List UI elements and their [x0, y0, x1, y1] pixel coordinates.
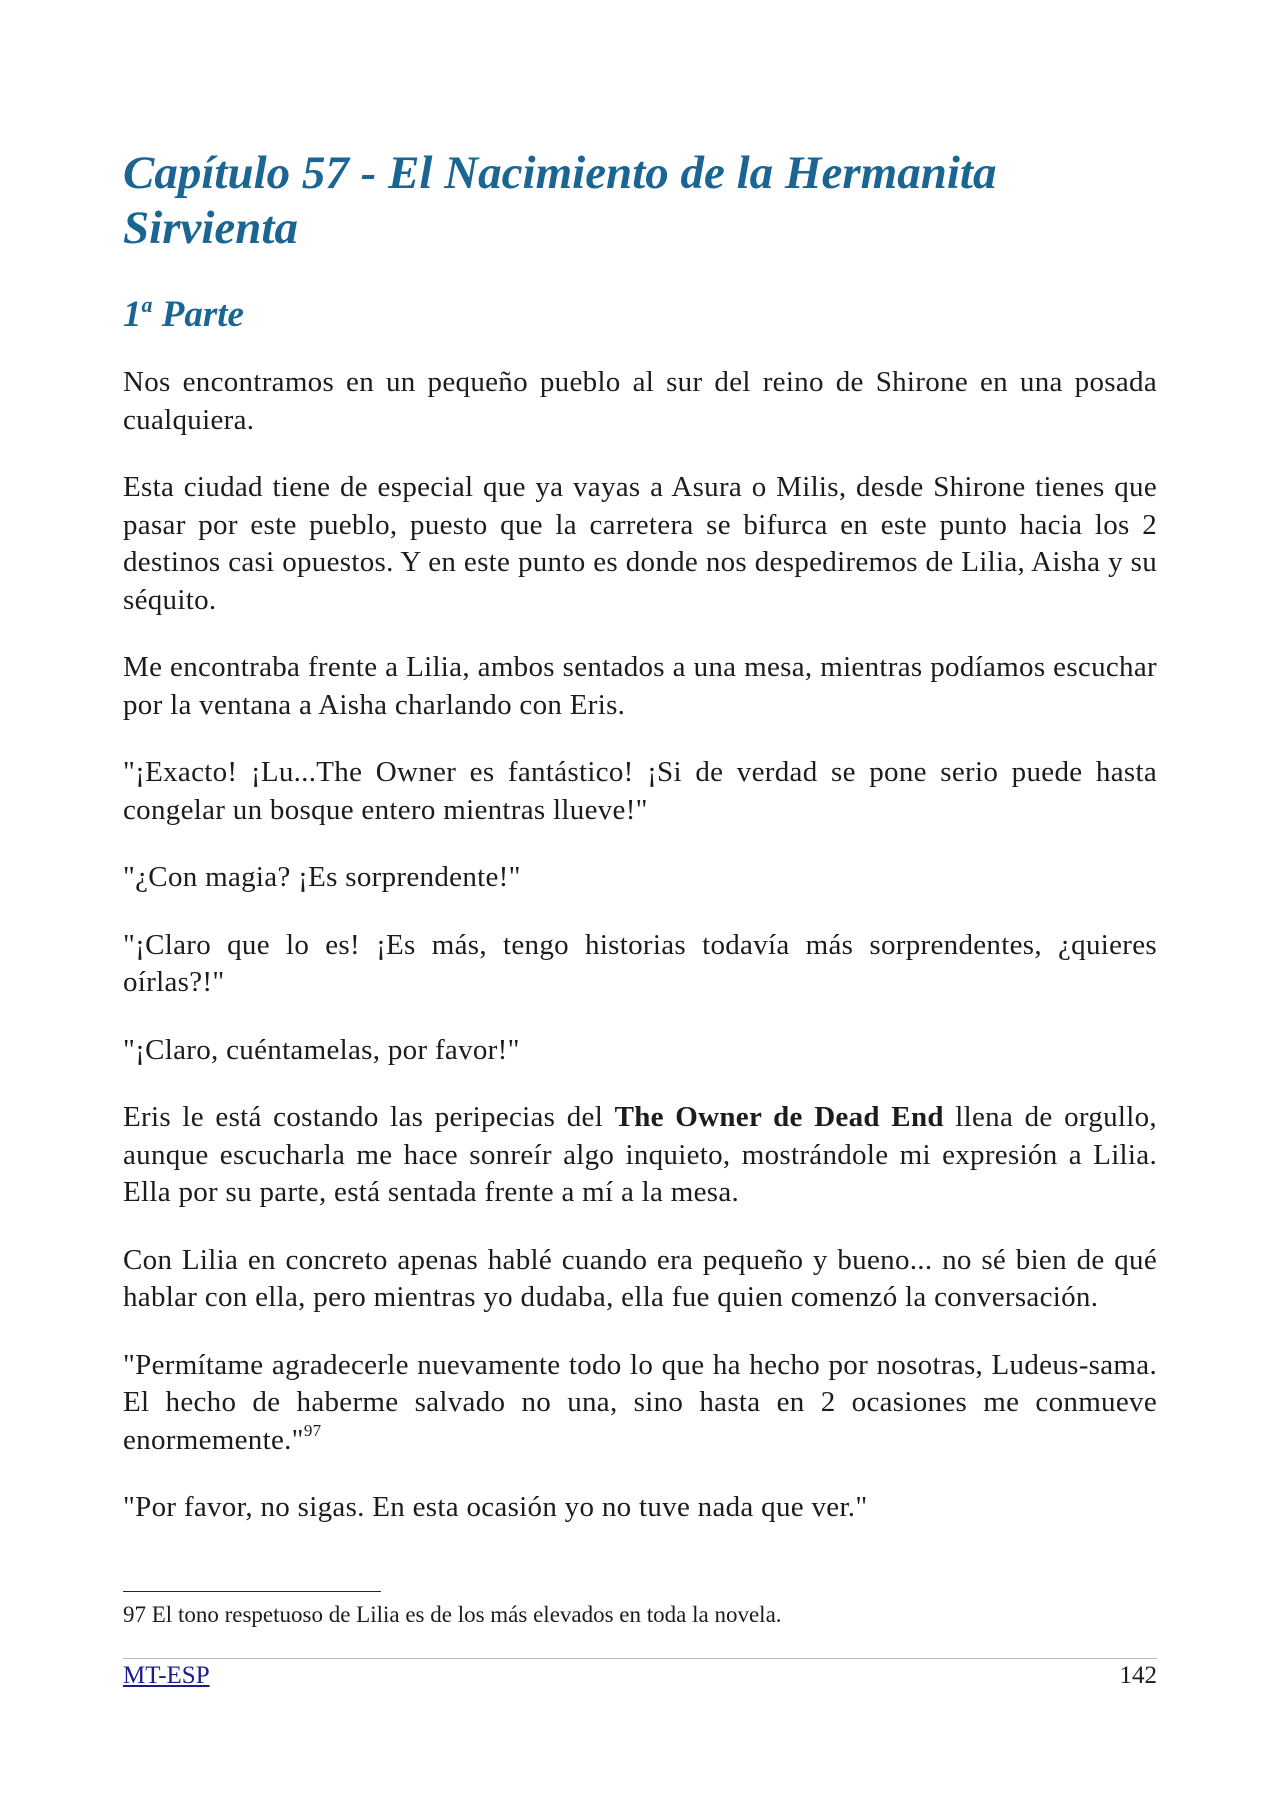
page-number: 142	[1119, 1662, 1157, 1689]
footnote	[123, 1600, 782, 1630]
footnote-reference[interactable]: 97	[303, 1420, 322, 1440]
footnote-divider	[123, 1591, 381, 1592]
paragraph-text: llena de orgullo, aunque escucharla me hace sonreír algo inquieto, mostrándole mi expresión a Lilia. Ella por su parte, está sentada frente a mí a la mesa.	[123, 1101, 1157, 1208]
paragraph: Esta ciudad tiene de especial que ya vayas a Asura o Milis, desde Shirone tienes que pasar por este pueblo, puesto que la carretera se bifurca en este punto hacia los 2 destinos casi opuestos. Y en este punto es donde nos despediremos de Lilia, Aisha y su séquito.	[123, 471, 1157, 616]
paragraph: Me encontraba frente a Lilia, ambos sentados a una mesa, mientras podíamos escuchar por la ventana a Aisha charlando con Eris.	[123, 651, 1157, 721]
part-number: 1	[123, 294, 142, 335]
footer-divider	[123, 1658, 1157, 1659]
paragraph	[123, 1099, 1157, 1212]
part-ordinal: a	[141, 292, 153, 317]
paragraph-text: "Permítame agradecerle nuevamente todo lo que ha hecho por nosotras, Ludeus-sama. El hecho de haberme salvado no una, sino hasta en 2 ocasiones me conmueve enormemente."	[123, 1348, 1157, 1456]
bold-title: The Owner de Dead End	[614, 1101, 944, 1133]
chapter-title: Capítulo 57 - El Nacimiento de la Hermanita Sirvienta	[123, 147, 997, 254]
paragraph: "¿Con magia? ¡Es sorprendente!"	[123, 861, 521, 893]
part-label: Parte	[161, 294, 244, 335]
paragraph-text: Eris le está costando las peripecias del	[123, 1101, 615, 1133]
paragraph: "¡Claro que lo es! ¡Es más, tengo historias todavía más sorprendentes, ¿quieres oírlas?!"	[123, 928, 1157, 998]
footnote-text: El tono respetuoso de Lilia es de los más elevados en toda la novela.	[151, 1602, 782, 1627]
paragraph: Nos encontramos en un pequeño pueblo al sur del reino de Shirone en una posada cualquiera.	[123, 366, 1157, 436]
chapter-body	[123, 364, 1157, 1557]
part-heading	[123, 292, 244, 338]
paragraph: Con Lilia en concreto apenas hablé cuando era pequeño y bueno... no sé bien de qué hablar con ella, pero mientras yo dudaba, ella fue quien comenzó la conversación.	[123, 1243, 1157, 1313]
paragraph	[123, 1347, 1157, 1460]
paragraph: "¡Claro, cuéntamelas, por favor!"	[123, 1033, 520, 1066]
footnote-number: 97	[123, 1602, 146, 1627]
paragraph: "¡Exacto! ¡Lu...The Owner es fantástico! ¡Si de verdad se pone serio puede hasta congelar un bosque entero mientras llueve!"	[123, 756, 1157, 826]
paragraph: "Por favor, no sigas. En esta ocasión yo no tuve nada que ver."	[123, 1491, 868, 1523]
footer-link[interactable]: MT-ESP	[123, 1662, 210, 1689]
